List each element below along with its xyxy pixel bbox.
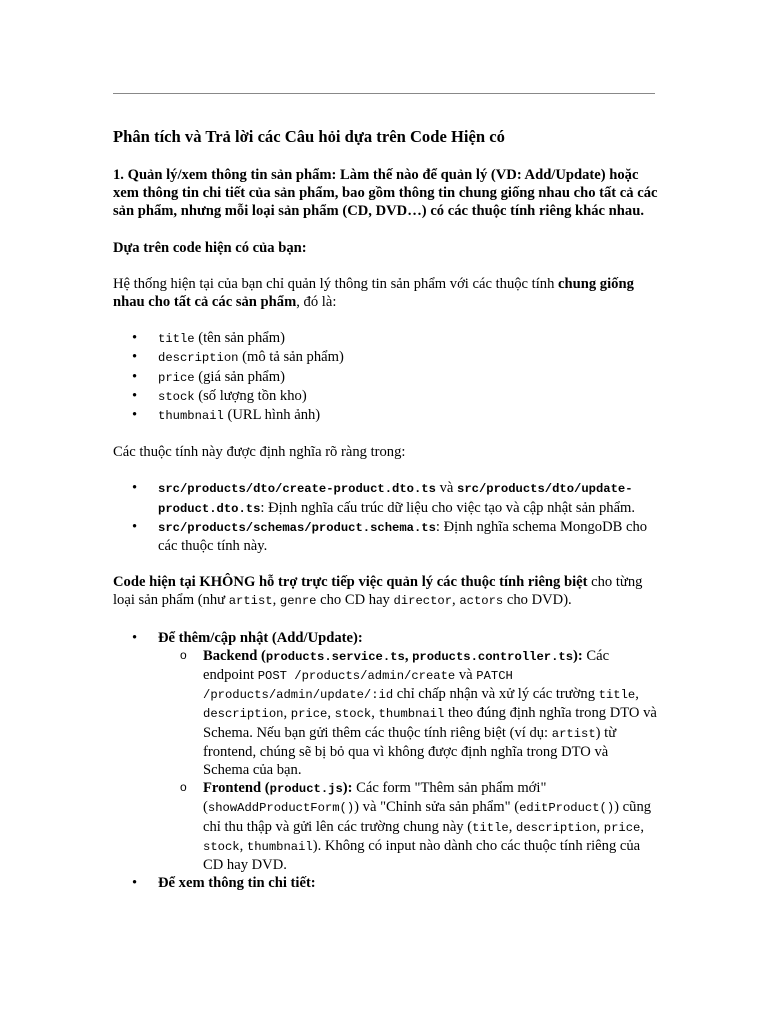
field-list [113, 329, 658, 425]
code-field: price [603, 820, 641, 835]
bold-text: chung giống nhau cho tất cả các sản phẩm [113, 275, 634, 311]
text: theo đúng định nghĩa trong DTO và Schema. Nếu bạn gửi thêm các thuộc tính riêng biệt (ví dụ: [203, 705, 657, 741]
field-desc: (mô tả sản phẩm) [238, 349, 344, 366]
paragraph-not-supported [113, 573, 658, 610]
file-path: src/products/schemas/product.schema.ts [158, 520, 436, 535]
text: , [640, 818, 644, 835]
text: Các endpoint [203, 647, 610, 684]
field-desc: (tên sản phẩm) [194, 330, 285, 347]
code-field: description [203, 707, 284, 722]
text: , [452, 592, 460, 609]
text: : Định nghĩa schema MongoDB cho các thuộc tính này. [158, 518, 648, 555]
text: chỉ chấp nhận và xử lý các trường [393, 686, 599, 703]
text: , [371, 705, 379, 722]
text: ) cũng chỉ thu thập và gửi lên các trường chung này ( [203, 799, 652, 835]
horizontal-rule [113, 93, 655, 94]
code-description: description [158, 351, 239, 366]
text: ). Không có input nào dành cho các thuộc tính riêng của CD hay DVD. [203, 837, 641, 874]
list-item [113, 368, 658, 387]
code-genre: genre [279, 594, 317, 609]
code-artist: artist [228, 594, 273, 609]
sub-list [158, 647, 658, 874]
bold-label: Frontend ( [203, 780, 270, 797]
file-list [113, 479, 658, 555]
list-item [113, 406, 658, 425]
field-desc: (URL hình ảnh) [223, 407, 321, 424]
file-path: src/products/dto/create-product.dto.ts [158, 482, 436, 497]
code-field: price [290, 707, 328, 722]
bold-text: ): [342, 780, 353, 797]
analysis-list [113, 629, 658, 893]
file-path: product.js [269, 782, 343, 797]
code-field: stock [203, 839, 240, 854]
code-field: thumbnail [378, 707, 445, 722]
code-field: artist [551, 726, 596, 741]
sub-item-backend [158, 647, 658, 779]
list-item [113, 329, 658, 348]
bold-label: Backend ( [203, 647, 266, 664]
sub-item-frontend [158, 779, 658, 874]
code-field: title [598, 688, 636, 703]
text: và [455, 667, 477, 684]
code-director: director [393, 594, 453, 609]
text: , đó là: [296, 294, 337, 311]
code-field: thumbnail [246, 839, 313, 854]
list-item [113, 518, 658, 555]
text: cho từng loại sản phẩm (như [113, 574, 643, 609]
file-path: products.controller.ts [412, 649, 574, 664]
code-endpoint: POST /products/admin/create [257, 669, 456, 684]
text: , [283, 705, 291, 722]
file-path: products.service.ts [265, 649, 405, 664]
bold-text: , [404, 647, 413, 664]
code-field: title [472, 820, 509, 835]
list-item [113, 387, 658, 406]
list-item-add-update [113, 629, 658, 875]
code-function: editProduct() [519, 801, 615, 816]
text: , [327, 705, 335, 722]
text: , [596, 818, 604, 835]
text: ) từ frontend, chúng sẽ bị bỏ qua vì không được định nghĩa trong DTO và Schema của bạn. [203, 724, 617, 779]
text: Hệ thống hiện tại của bạn chỉ quản lý thông tin sản phẩm với các thuộc tính [113, 275, 559, 292]
text: ) và "Chỉnh sửa sản phẩm" ( [354, 799, 520, 816]
code-function: showAddProductForm() [207, 801, 355, 816]
bold-text: Để xem thông tin chi tiết: [158, 875, 316, 892]
text: , [239, 837, 247, 854]
file-path: src/products/dto/update-product.dto.ts [158, 482, 633, 516]
text: , [272, 592, 280, 609]
code-thumbnail: thumbnail [158, 409, 224, 424]
document-content [113, 126, 658, 893]
paragraph-common-fields [113, 275, 658, 311]
paragraph-defined-in: Các thuộc tính này được định nghĩa rõ ràng trong: [113, 444, 406, 461]
code-field: stock [334, 707, 372, 722]
text: : Định nghĩa cấu trúc dữ liệu cho việc tạo và cập nhật sản phẩm. [260, 499, 636, 516]
text: , [635, 686, 639, 703]
page-title: Phân tích và Trả lời các Câu hỏi dựa trên Code Hiện có [113, 127, 505, 146]
bold-text: Để thêm/cập nhật (Add/Update): [158, 629, 363, 646]
list-item-view-detail [113, 874, 658, 892]
code-field: description [516, 820, 597, 835]
list-item [113, 348, 658, 367]
code-title: title [158, 332, 195, 347]
field-desc: (số lượng tồn kho) [194, 387, 307, 404]
text: cho DVD). [503, 592, 572, 609]
code-stock: stock [158, 389, 195, 404]
question-1: 1. Quản lý/xem thông tin sản phẩm: Làm thế nào để quản lý (VD: Add/Update) hoặc xem thông tin chi tiết của sản phẩm, bao gồm thông tin chung giống nhau cho tất cả các sản phẩm, nhưng mỗi loại sản phẩm (CD, DVD…) có các thuộc tính riêng khác nhau. [113, 167, 658, 220]
code-endpoint: PATCH /products/admin/update/:id [203, 669, 513, 703]
code-actors: actors [459, 594, 504, 609]
based-on-heading: Dựa trên code hiện có của bạn: [113, 239, 307, 256]
bold-text: Code hiện tại KHÔNG hỗ trợ trực tiếp việc quản lý các thuộc tính riêng biệt [113, 574, 588, 591]
text: cho CD hay [316, 592, 394, 609]
code-price: price [158, 370, 195, 385]
text: và [435, 480, 457, 497]
list-item [113, 479, 658, 517]
field-desc: (giá sản phẩm) [194, 368, 285, 385]
text: Các form "Thêm sản phẩm mới" ( [203, 780, 547, 816]
text: , [508, 818, 516, 835]
bold-text: ): [573, 647, 583, 664]
